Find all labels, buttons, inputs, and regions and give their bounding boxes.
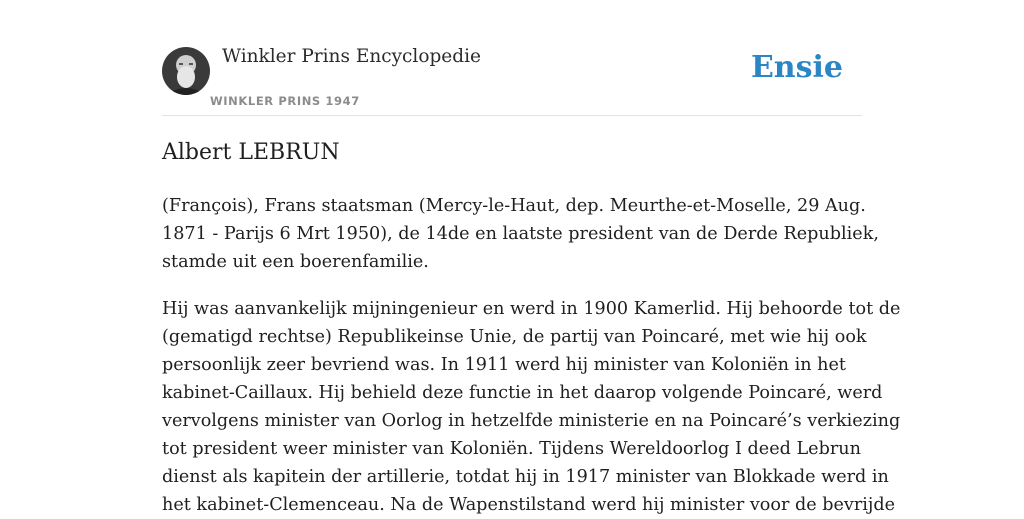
paragraph-line: kabinet-Caillaux. Hij behield deze functie in het daarop volgende Poincaré, werd [162,383,883,403]
article-paragraph [162,192,879,276]
paragraph-line: tot president weer minister van Koloniën. Tijdens Wereldoorlog I deed Lebrun [162,439,861,459]
article-title: Albert LEBRUN [162,140,340,165]
brand-logo-link[interactable]: Ensie [750,50,843,85]
source-subtitle[interactable]: WINKLER PRINS 1947 [210,94,360,108]
site-header [162,0,862,116]
paragraph-line: Hij was aanvankelijk mijningenieur en werd in 1900 Kamerlid. Hij behoorde tot de [162,299,901,319]
source-avatar[interactable] [162,47,210,95]
paragraph-line: dienst als kapitein der artillerie, totdat hij in 1917 minister van Blokkade werd in [162,467,889,487]
paragraph-line: (François), Frans staatsman (Mercy-le-Haut, dep. Meurthe-et-Moselle, 29 Aug. [162,196,866,216]
paragraph-line: 1871 - Parijs 6 Mrt 1950), de 14de en laatste president van de Derde Republiek, [162,224,879,244]
paragraph-line: (gematigd rechtse) Republikeinse Unie, de partij van Poincaré, met wie hij ook [162,327,867,347]
portrait-image [162,47,210,95]
article-paragraph [162,295,901,519]
paragraph-line: het kabinet-Clemenceau. Na de Wapenstilstand werd hij minister voor de bevrijde [162,495,896,515]
paragraph-line: persoonlijk zeer bevriend was. In 1911 werd hij minister van Koloniën in het [162,355,846,375]
paragraph-line: stamde uit een boerenfamilie. [162,252,429,272]
page [162,0,901,515]
source-title[interactable]: Winkler Prins Encyclopedie [222,46,481,67]
paragraph-line: vervolgens minister van Oorlog in hetzelfde ministerie en na Poincaré’s verkiezing [162,411,901,431]
